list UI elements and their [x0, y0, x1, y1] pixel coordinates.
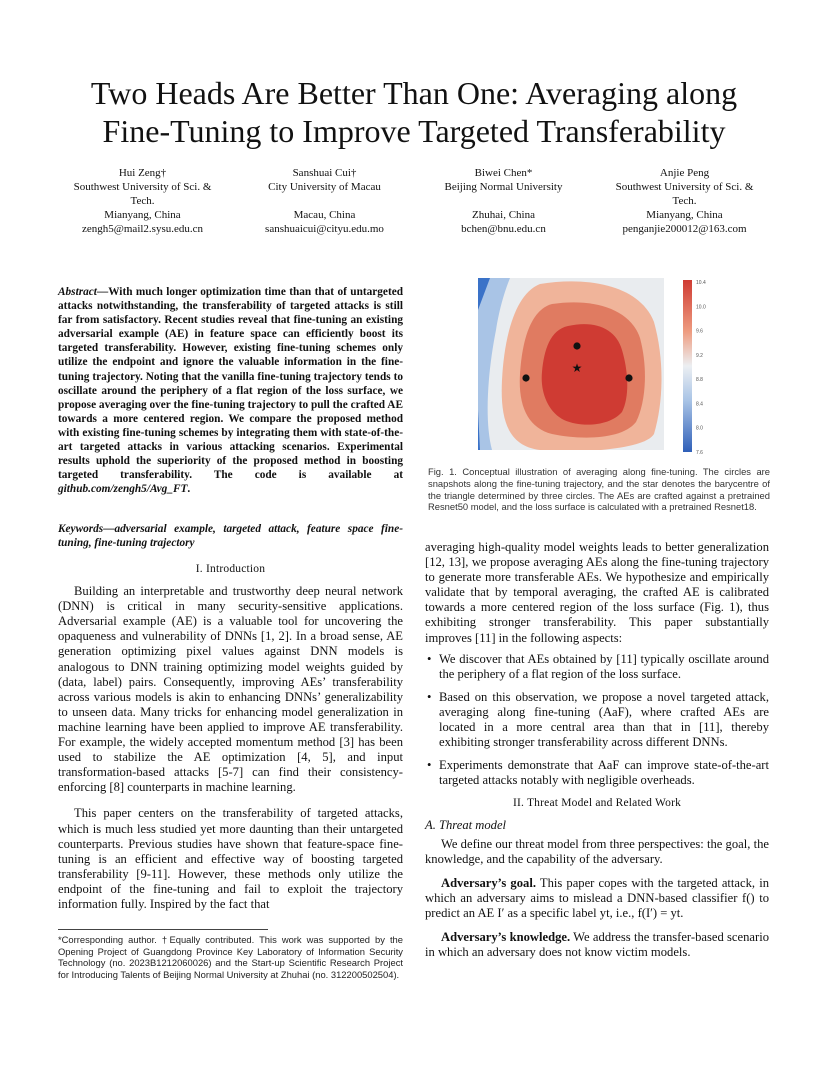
- abstract: [58, 285, 403, 496]
- footnote-rule: [58, 929, 268, 930]
- author-affiliation: City University of Macau: [268, 181, 381, 193]
- abstract-end: .: [187, 483, 191, 496]
- author-email: sanshuaicui@cityu.edu.mo: [265, 223, 384, 235]
- adversary-goal-paragraph: [425, 876, 769, 921]
- author-affiliation-cont: [416, 194, 591, 208]
- contribution-item: • Based on this observation, we propose a novel targeted attack, averaging along fine-tuning (AaF), where crafted AEs are located in a more central area than that in [11], thereby exhibiting stronger transferability across different DNNs.: [439, 690, 769, 750]
- author-email: bchen@bnu.edu.cn: [461, 223, 546, 235]
- keywords: [58, 522, 403, 550]
- title-line-1: Two Heads Are Better Than One: Averaging along: [90, 75, 738, 111]
- author-name: Anjie Peng: [659, 167, 710, 179]
- colorbar-tick-label: 10.4: [696, 280, 706, 286]
- figure-caption: Fig. 1. Conceptual illustration of averaging along fine-tuning. The circles are snapshots along the fine-tuning trajectory, and the star denotes the barycentre of the triangle determined by three circles. The AEs are crafted against a pretrained Resnet50 model, and the loss surface is calculated with a pretrained Resnet18.: [428, 466, 770, 513]
- adversary-knowledge-lead: Adversary’s knowledge.: [441, 930, 571, 945]
- contribution-item: • We discover that AEs obtained by [11] typically oscillate around the periphery of a flat region of the loss surface.: [439, 652, 769, 682]
- colorbar-tick-label: 9.2: [696, 352, 703, 359]
- colorbar-tick-label: 8.0: [696, 425, 703, 432]
- author-affiliation-cont: Tech.: [130, 195, 155, 207]
- colorbar-ticks: [696, 280, 706, 456]
- colorbar-tick-label: 8.4: [696, 401, 703, 408]
- author-city: Macau, China: [293, 209, 356, 221]
- contribution-item: • Experiments demonstrate that AaF can improve state-of-the-art targeted attacks notably with negligible overheads.: [439, 758, 769, 788]
- paper-title: [40, 74, 788, 150]
- keywords-text: —adversarial example, targeted attack, feature space fine-tuning, fine-tuning trajectory: [58, 523, 403, 550]
- abstract-label: Abstract: [58, 286, 97, 298]
- author-email: zengh5@mail2.sysu.edu.cn: [81, 223, 204, 235]
- trajectory-snapshot-left: [522, 374, 529, 381]
- author-name: Hui Zeng†: [118, 167, 167, 179]
- intro-paragraph-3: averaging high-quality model weights leads to better generalization [12, 13], we propose averaging AEs along the fine-tuning trajectory to generate more transferable AEs. We hypothesize and empirically validate that by temporal averaging, the crafted AE is calibrated towards a more centered region of the loss surface (Fig. 1), thus exhibiting stronger transferability. This paper substantially improves [11] in the following aspects:: [425, 540, 769, 645]
- colorbar-tick-label: 7.6: [696, 450, 703, 456]
- threat-model-paragraph: We define our threat model from three perspectives: the goal, the knowledge, and the capability of the adversary.: [425, 836, 769, 866]
- barycentre-star-icon: ★: [571, 361, 583, 375]
- section-2-heading: II. Threat Model and Related Work: [512, 797, 682, 810]
- author-email: penganjie200012@163.com: [622, 223, 747, 235]
- author-affiliation-cont: Tech.: [672, 195, 697, 207]
- adversary-knowledge-text: We address the transfer-based scenario in which an adversary does not know victim models.: [425, 930, 769, 960]
- right-column-body: [425, 540, 769, 960]
- left-column-body: [58, 562, 403, 912]
- code-link[interactable]: github.com/zengh5/Avg_FT: [58, 483, 188, 496]
- author-block-2: [237, 166, 412, 236]
- author-affiliation: Southwest University of Sci. &: [73, 181, 212, 193]
- loss-surface-figure: [470, 270, 720, 460]
- author-block-1: [55, 166, 230, 236]
- keywords-label: Keywords: [58, 523, 104, 535]
- colorbar: [683, 280, 692, 452]
- intro-paragraph-1: Building an interpretable and trustworthy deep neural network (DNN) is critical in many security-sensitive applications. Adversarial example (AE) is a valuable tool for uncovering the opaqueness and vulnerability of DNNs [1, 2]. In a broad sense, AE generation optimizing pixel values against DNN models is analogous to DNN training optimizing model weights guided by (data, label) pairs. Consequently, improving AEs’ transferability across various models is akin to enhancing DNNs’ generalizability to unseen data. Many tricks for enhancing model generalization in machine learning have been applied to improve AE transferability. For example, the widely accepted momentum method [3] has been used to stabilize the AE optimization [4, 5], and input transformation-based attacks [5-7] can find their consistency-enforcing [8] counterparts in machine learning.: [58, 584, 403, 795]
- trajectory-snapshot-top: [573, 342, 580, 349]
- colorbar-tick-label: 10.0: [696, 304, 706, 311]
- adversary-knowledge-paragraph: [425, 930, 769, 960]
- author-city: Mianyang, China: [104, 209, 181, 221]
- contour-level-core: [542, 324, 628, 425]
- title-line-2: Fine-Tuning to Improve Targeted Transferability: [102, 113, 726, 149]
- author-name: Sanshuai Cui†: [292, 167, 357, 179]
- abstract-text: —With much longer optimization time than that of untargeted attacks notwithstanding, the transferability of targeted attacks is still far from satisfactory. Recent studies reveal that fine-tuning an existing adversarial example (AE) in feature space can efficiently boost its targeted transferability. However, existing fine-tuning schemes only utilize the endpoint and ignore the valuable information in the fine-tuning trajectory. Noting that the vanilla fine-tuning trajectory tends to oscillate around the periphery of a flat region of the loss surface, we propose averaging over the fine-tuning trajectory to pull the crafted AE towards a more centered region. We compare the proposed method with existing fine-tuning schemes by integrating them with state-of-the-art targeted attacks in various attacking scenarios. Experimental results uphold the superiority of the proposed method in boosting targeted transferability. The code is available at: [58, 286, 403, 482]
- author-name: Biwei Chen*: [474, 167, 533, 179]
- author-affiliation: Southwest University of Sci. &: [615, 181, 754, 193]
- author-affiliation-cont: [237, 194, 412, 208]
- adversary-goal-lead: Adversary’s goal.: [441, 875, 536, 890]
- author-block-4: [597, 166, 772, 236]
- trajectory-snapshot-right: [625, 374, 632, 381]
- author-block-3: [416, 166, 591, 236]
- adversary-goal-text: This paper copes with the targeted attack, in which an adversary aims to mislead a DNN-based classifier f() to predict an AE I′ as a specific label yt, i.e., f(I′) = yt.: [425, 875, 769, 920]
- intro-paragraph-2: This paper centers on the transferability of targeted attacks, which is much less studied yet more daunting than their untargeted counterparts. Previous studies have shown that feature-space fine-tuning is an efficient and effective way of boosting targeted transferability [9-11]. However, these methods only utilize the endpoint of the fine-tuning and fail to exploit the trajectory information fully. Inspired by the fact that: [58, 806, 403, 911]
- colorbar-tick-label: 9.6: [696, 328, 703, 335]
- subsection-heading: A. Threat model: [425, 817, 507, 832]
- colorbar-tick-label: 8.8: [696, 377, 703, 384]
- footnote: *Corresponding author. †Equally contributed. This work was supported by the Opening Project of Guangdong Province Key Laboratory of Information Security Technology (no. 2023B1212060026) and the Start-up Scientific Research Project for Introducing Talents of Beijing Normal University at Zhuhai (no. 312200502504).: [58, 934, 403, 981]
- section-1-heading: I. Introduction: [195, 563, 266, 575]
- author-city: Zhuhai, China: [472, 209, 535, 221]
- author-affiliation: Beijing Normal University: [444, 181, 563, 193]
- contribution-list: [425, 652, 769, 789]
- author-city: Mianyang, China: [646, 209, 723, 221]
